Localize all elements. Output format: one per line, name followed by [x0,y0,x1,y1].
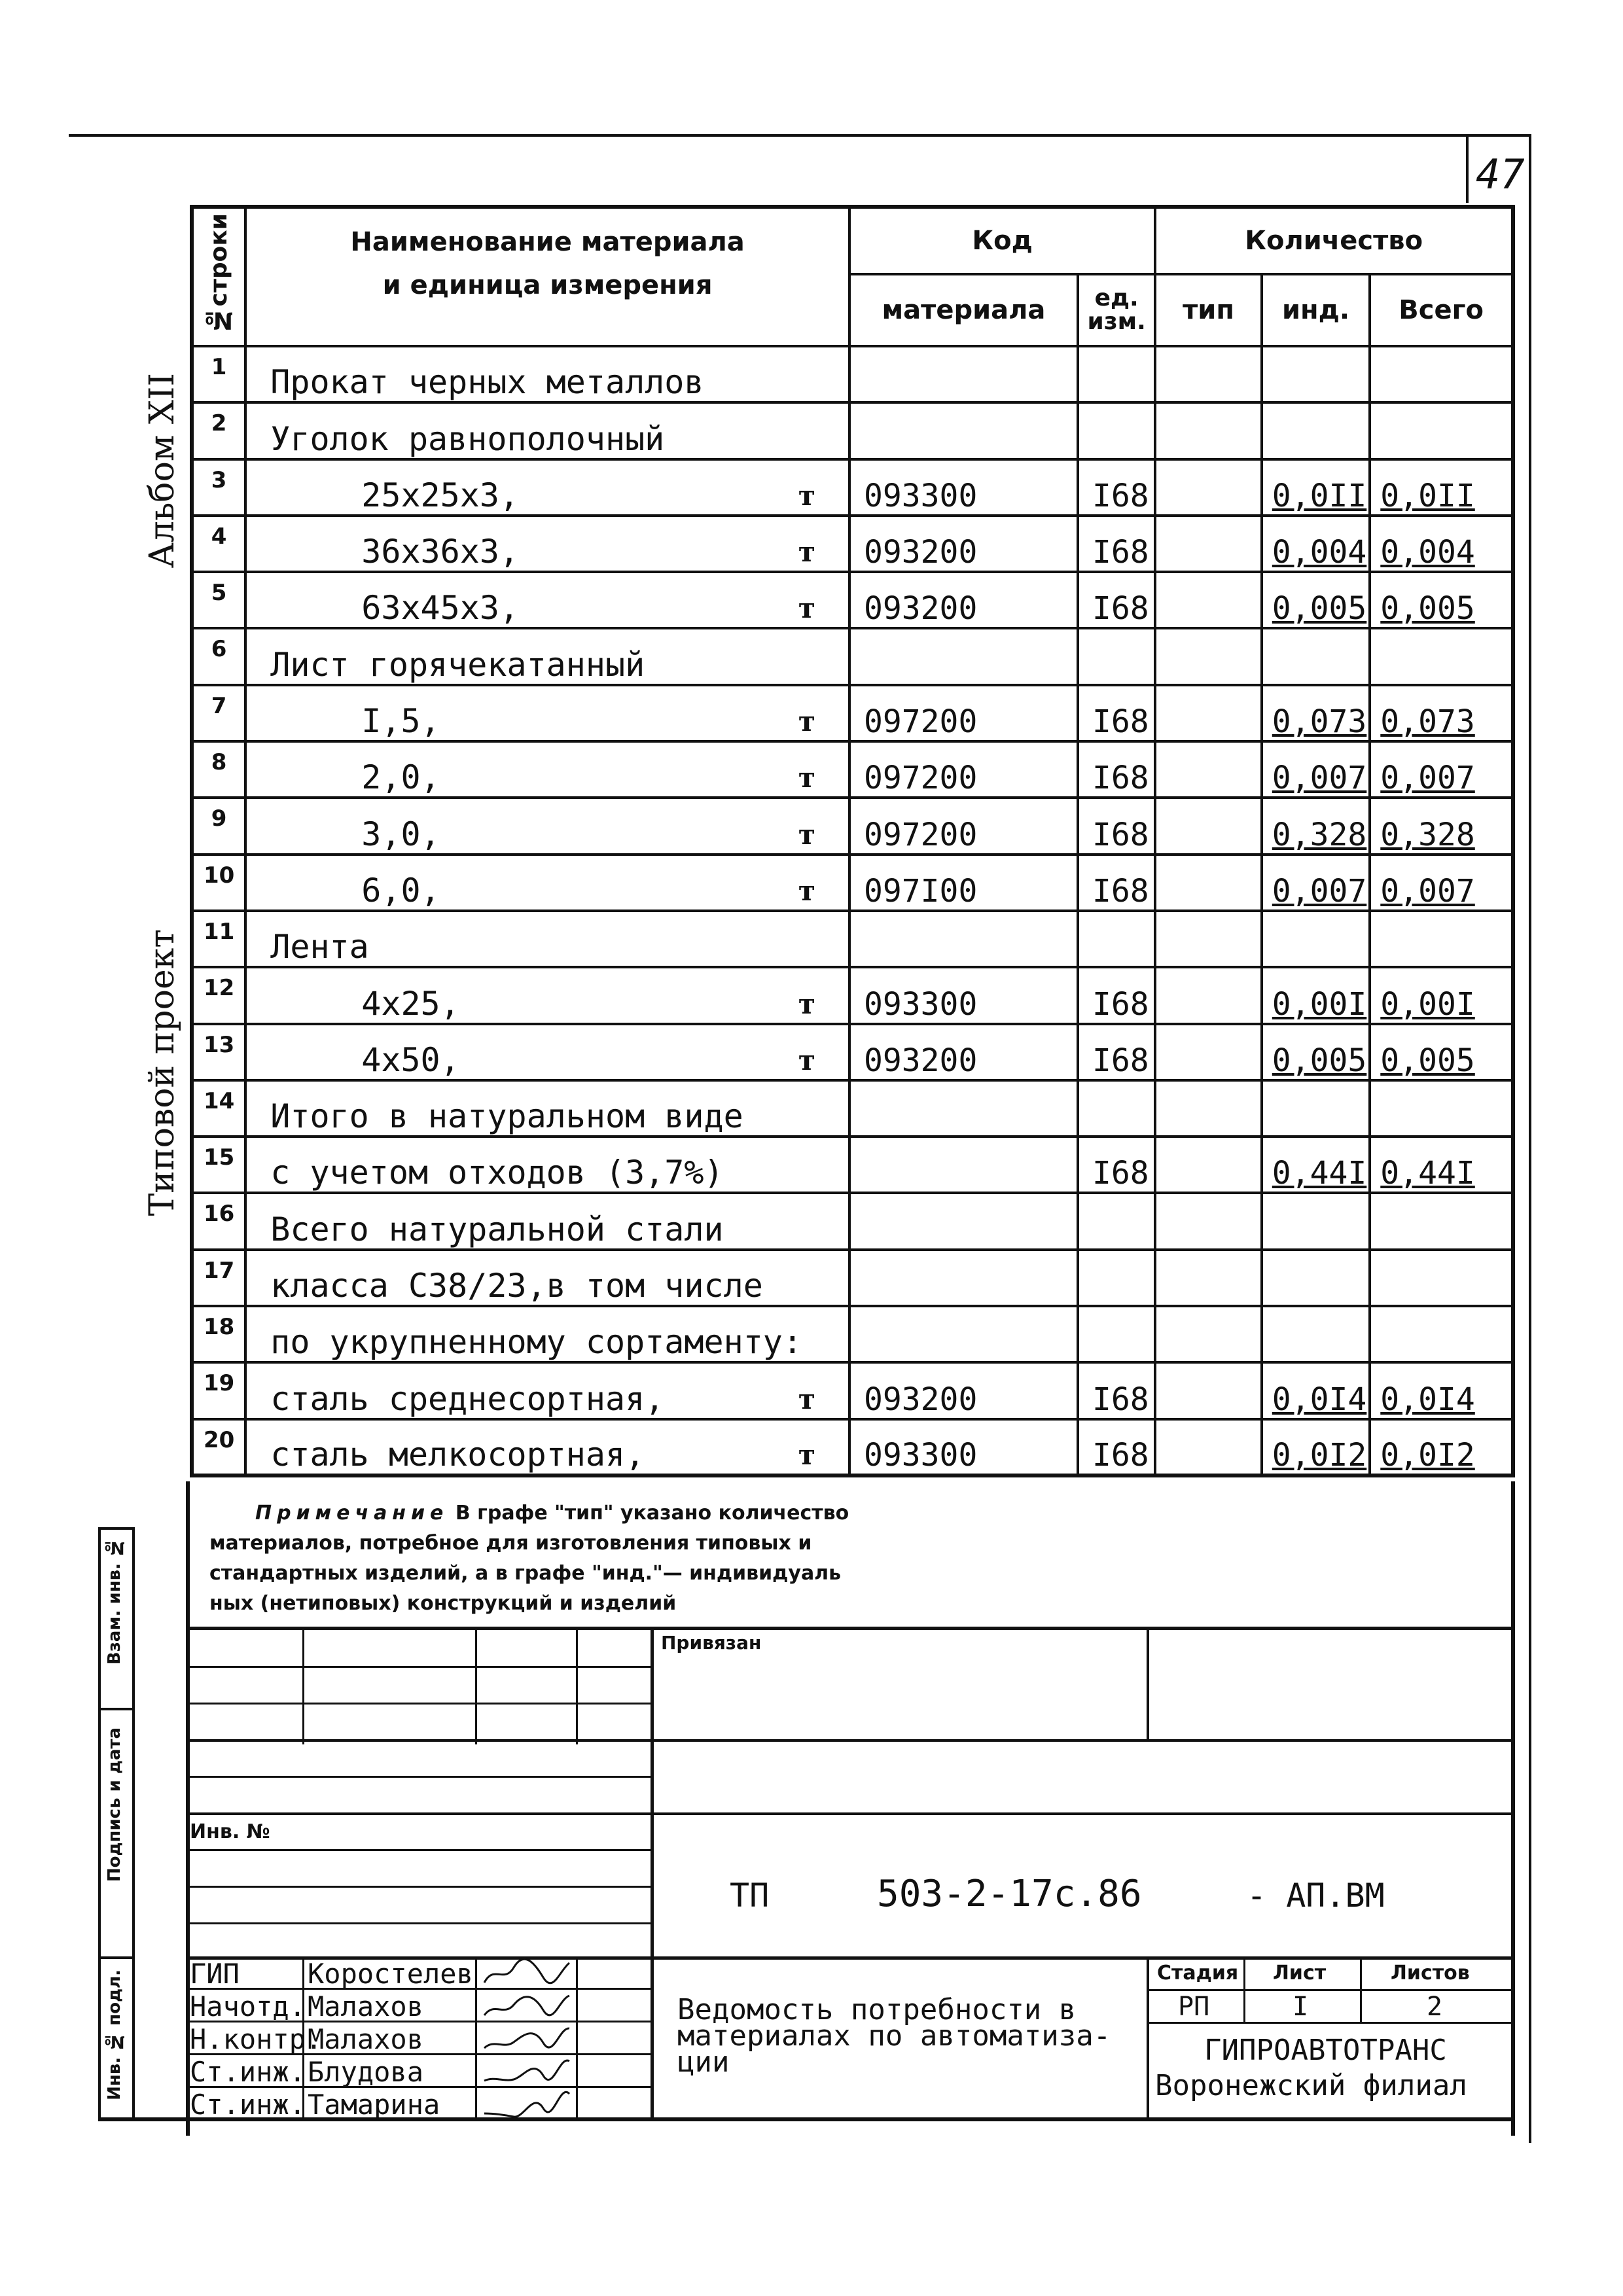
designation-code: 503-2-17с.86 [877,1873,1142,1915]
qty-total [1370,1193,1513,1249]
material-unit: т [798,479,815,512]
stamp-v1 [302,1627,304,1744]
qty-ind [1262,1193,1370,1249]
material-name-text: Лист горячекатанный [270,645,645,684]
table-row [192,459,1513,516]
stamp-h5 [186,1812,1515,1815]
qty-type [1155,459,1261,516]
unit-code [1078,346,1155,402]
qty-ind: 0,004 [1262,516,1370,572]
qty-type [1155,516,1261,572]
qty-total: 0,073 [1370,685,1513,741]
qty-ind: 0,0II [1262,459,1370,516]
staff-role: Н.контр. [190,2023,323,2055]
material-code: 097200 [849,741,1078,798]
material-unit: т [798,705,815,738]
table-row [192,1137,1513,1193]
row-number: 8 [192,741,245,798]
material-code: 093200 [849,1362,1078,1419]
table-row [192,1080,1513,1137]
album-label: Альбом XII [143,373,182,569]
row-number: 20 [192,1419,245,1475]
material-name [245,402,849,459]
unit-code: I68 [1078,1419,1155,1475]
qty-ind [1262,1250,1370,1306]
strip-right [132,1527,135,2121]
qty-ind: 0,00I [1262,967,1370,1023]
row-number: 15 [192,1137,245,1193]
qty-ind: 0,007 [1262,855,1370,911]
material-code: 093200 [849,572,1078,628]
stamp-v6 [1147,1956,1149,2120]
row-number: 2 [192,402,245,459]
table-row [192,402,1513,459]
table-row [192,685,1513,741]
qty-type [1155,911,1261,967]
table-row [192,1024,1513,1080]
material-name-text: Уголок равнополочный [270,419,665,458]
material-name-text: I,5, [361,702,440,741]
staff-role: ГИП [190,1958,240,1990]
material-name [245,741,849,798]
material-name [245,1137,849,1193]
material-unit: т [798,536,815,569]
material-unit: т [798,1044,815,1076]
material-code [849,911,1078,967]
qty-total: 0,00I [1370,967,1513,1023]
unit-code [1078,402,1155,459]
table-row [192,572,1513,628]
material-unit: т [798,1438,815,1471]
stamp-v-right [1511,1627,1515,2121]
privyazan-label: Привязан [661,1632,762,1653]
qty-total: 0,007 [1370,855,1513,911]
staff-role: Начотд. [190,1990,306,2022]
qty-total [1370,402,1513,459]
material-code [849,1306,1078,1362]
row-number: 10 [192,855,245,911]
material-name [245,1362,849,1419]
signature [481,2023,573,2055]
qty-total [1370,1306,1513,1362]
material-name [245,1419,849,1475]
qty-type-header: тип [1155,274,1261,346]
qty-total [1370,628,1513,684]
material-name [245,1250,849,1306]
note-line4: ных (нетиповых) конструкций и изделий [209,1592,677,1615]
qty-type [1155,1024,1261,1080]
material-name-text: с учетом отходов (3,7%) [270,1154,724,1192]
table-row [192,967,1513,1023]
stamp-h4 [186,1776,652,1778]
row-number: 14 [192,1080,245,1137]
qty-type [1155,1419,1261,1475]
qty-ind [1262,1306,1370,1362]
org-branch: Воронежский филиал [1155,2069,1467,2102]
note-line3: стандартных изделий, а в графе "инд."— индивидуаль [209,1562,842,1585]
qty-type [1155,346,1261,402]
row-number: 12 [192,967,245,1023]
material-code [849,402,1078,459]
material-name-text: сталь среднесортная, [270,1379,665,1418]
qty-type [1155,1080,1261,1137]
material-code [849,1137,1078,1193]
row-number: 6 [192,628,245,684]
qty-ind: 0,005 [1262,572,1370,628]
row-number: 1 [192,346,245,402]
table-row [192,1193,1513,1249]
unit-code: I68 [1078,1024,1155,1080]
top-rule [69,134,1531,137]
material-code [849,1193,1078,1249]
material-code: 093200 [849,1024,1078,1080]
stamp-v5 [1147,1627,1149,1742]
code-material-header: материала [849,274,1078,346]
unit-code: I68 [1078,741,1155,798]
material-name-text: 4х50, [361,1040,460,1079]
materials-table [190,205,1515,1477]
qty-type [1155,1306,1261,1362]
signature [481,2056,573,2087]
qty-total: 0,44I [1370,1137,1513,1193]
inv-no-label: Инв. № [190,1820,270,1843]
qty-ind [1262,628,1370,684]
row-number: 4 [192,516,245,572]
note-line2: материалов, потребное для изготовления типовых и [209,1532,812,1555]
unit-code: I68 [1078,855,1155,911]
qty-type [1155,685,1261,741]
material-name-text: 36х36х3, [361,533,520,571]
material-name-text: 3,0, [361,815,440,853]
podpis-label: Подпись и дата [105,1727,124,1882]
material-code: 093300 [849,1419,1078,1475]
stamp-v2b [475,1956,477,2120]
qty-ind [1262,346,1370,402]
qty-total: 0,328 [1370,798,1513,854]
doc-title-line3: ции [677,2045,730,2079]
qty-type [1155,1362,1261,1419]
row-number: 3 [192,459,245,516]
material-name [245,346,849,402]
unit-code: I68 [1078,516,1155,572]
stamp-h8 [186,1922,652,1924]
stage-label: Стадия [1157,1962,1239,1985]
qty-ind: 0,0I2 [1262,1419,1370,1475]
unit-code [1078,911,1155,967]
stamp-info-h [1147,1989,1515,1991]
strip-div2 [98,1956,135,1959]
stamp-v3 [576,1627,578,1744]
material-code: 097I00 [849,855,1078,911]
stamp-info-h2 [1147,2022,1515,2024]
staff-name: Блудова [308,2056,424,2088]
strip-div1 [98,1708,135,1710]
material-name [245,1306,849,1362]
unit-code [1078,1250,1155,1306]
table-row [192,628,1513,684]
material-code: 097200 [849,685,1078,741]
material-name [245,911,849,967]
qty-total [1370,1080,1513,1137]
row-number: 18 [192,1306,245,1362]
project-label: Типовой проект [143,929,182,1216]
row-number: 5 [192,572,245,628]
qty-total: 0,004 [1370,516,1513,572]
qty-ind [1262,402,1370,459]
sheet-value: I [1293,1992,1309,2022]
note-line1: В графе "тип" указано количество [455,1502,849,1525]
unit-code [1078,1306,1155,1362]
stamp-h3 [186,1739,1515,1742]
sheet-label: Лист [1273,1962,1327,1985]
note-text [209,1498,1486,1619]
qty-total: 0,0II [1370,459,1513,516]
unit-code [1078,1193,1155,1249]
stage-value: РП [1178,1992,1210,2022]
stamp-info-v2 [1360,1956,1362,2022]
material-unit: т [798,762,815,794]
qty-type [1155,855,1261,911]
unit-code [1078,628,1155,684]
qty-ind: 0,073 [1262,685,1370,741]
stamp-h1 [186,1666,652,1668]
unit-code [1078,1080,1155,1137]
table-row [192,1362,1513,1419]
qty-ind: 0,007 [1262,741,1370,798]
qty-ind [1262,1080,1370,1137]
material-name [245,1193,849,1249]
material-name [245,516,849,572]
strip-left [98,1527,101,2121]
table-row [192,911,1513,967]
stamp-h7 [186,1886,652,1888]
sheets-value: 2 [1427,1992,1443,2022]
row-number: 19 [192,1362,245,1419]
row-number: 11 [192,911,245,967]
stamp-top [186,1627,1515,1630]
material-code [849,1080,1078,1137]
qty-total-header: Всего [1370,274,1513,346]
signature [481,2089,573,2120]
material-name-text: Лента [270,928,369,966]
qty-type [1155,967,1261,1023]
quantity-header: Количество [1155,207,1513,274]
material-code: 093300 [849,967,1078,1023]
signature [481,1990,573,2022]
material-code: 093300 [849,459,1078,516]
material-code [849,346,1078,402]
material-unit: т [798,592,815,625]
row-number-header: №строки [192,207,245,346]
strip-top [98,1527,135,1530]
stamp-v4 [651,1627,654,2121]
material-code: 093200 [849,516,1078,572]
table-row [192,741,1513,798]
staff-name: Малахов [308,1990,424,2022]
qty-type [1155,402,1261,459]
material-code [849,1250,1078,1306]
material-unit: т [798,818,815,851]
qty-type [1155,572,1261,628]
row-number: 9 [192,798,245,854]
qty-total: 0,007 [1370,741,1513,798]
qty-type [1155,741,1261,798]
unit-code: I68 [1078,459,1155,516]
staff-name: Коростелев [308,1958,473,1990]
doc-title [677,1993,1111,2079]
org-name: ГИПРОАВТОТРАНС [1204,2034,1447,2067]
qty-total [1370,911,1513,967]
code-header: Код [849,207,1155,274]
material-code: 097200 [849,798,1078,854]
note-lead: Примечание [255,1502,449,1525]
material-name-text: Всего натуральной стали [270,1210,724,1248]
qty-type [1155,1193,1261,1249]
material-name-text: 2,0, [361,758,440,797]
sheets-label: Листов [1391,1962,1470,1985]
table-row [192,855,1513,911]
name-header: Наименование материала и единица измерения [245,207,849,346]
staff-role: Ст.инж. [190,2056,306,2088]
page-number: 47 [1476,150,1525,198]
unit-code: I68 [1078,1137,1155,1193]
inv-label: Инв. № подл. [105,1969,124,2100]
material-name [245,459,849,516]
stamp-v2 [475,1627,477,1744]
qty-total [1370,1250,1513,1306]
staff-name: Тамарина [308,2089,440,2121]
signature [481,1958,573,1989]
material-unit: т [798,1383,815,1415]
material-unit: т [798,987,815,1020]
material-name-text: 4х25, [361,984,460,1023]
material-name-text: по укрупненному сортаменту: [270,1323,803,1362]
page-number-box-left [1466,134,1469,203]
staff-role: Ст.инж. [190,2089,306,2121]
page-number-box-right [1529,134,1531,2143]
qty-ind: 0,328 [1262,798,1370,854]
material-name [245,685,849,741]
material-name [245,1080,849,1137]
qty-type [1155,1137,1261,1193]
unit-code: I68 [1078,572,1155,628]
material-name [245,798,849,854]
unit-code: I68 [1078,685,1155,741]
doc-title-line2: материалах по автоматиза- [677,2019,1111,2053]
qty-type [1155,1250,1261,1306]
qty-ind [1262,911,1370,967]
qty-type [1155,798,1261,854]
material-name [245,628,849,684]
material-name-text: 25х25х3, [361,476,520,514]
row-number: 16 [192,1193,245,1249]
qty-total [1370,346,1513,402]
table-row [192,346,1513,402]
material-name-text: 63х45х3, [361,589,520,627]
qty-total: 0,005 [1370,572,1513,628]
row-number: 13 [192,1024,245,1080]
material-name-text: Прокат черных металлов [270,363,704,402]
material-name-text: класса С38/23,в том числе [270,1267,763,1305]
row-number: 7 [192,685,245,741]
vzam-label: Взам. инв. № [105,1538,124,1665]
designation-tp: ТП [730,1877,770,1915]
table-row [192,798,1513,854]
unit-code: I68 [1078,1362,1155,1419]
stamp-info-v1 [1243,1956,1245,2022]
material-code [849,628,1078,684]
material-name [245,855,849,911]
qty-type [1155,628,1261,684]
qty-ind: 0,44I [1262,1137,1370,1193]
staff-name: Малахов [308,2023,424,2055]
designation-suffix: - АП.ВМ [1247,1877,1385,1915]
table-row [192,1250,1513,1306]
material-name-text: сталь мелкосортная, [270,1435,645,1474]
material-name [245,572,849,628]
unit-code: I68 [1078,798,1155,854]
qty-ind-header: инд. [1262,274,1370,346]
unit-code: I68 [1078,967,1155,1023]
row-number: 17 [192,1250,245,1306]
table-row [192,1306,1513,1362]
code-unit-header: ед. изм. [1078,274,1155,346]
qty-total: 0,0I4 [1370,1362,1513,1419]
stamp-h2 [186,1703,652,1704]
material-unit: т [798,874,815,907]
stamp-v3b [576,1956,578,2120]
qty-total: 0,005 [1370,1024,1513,1080]
material-name-text: Итого в натуральном виде [270,1097,743,1136]
table-body [192,346,1513,1475]
table-row [192,1419,1513,1475]
material-name [245,1024,849,1080]
stamp-h6 [186,1849,652,1851]
material-name-text: 6,0, [361,871,440,910]
qty-total: 0,0I2 [1370,1419,1513,1475]
qty-ind: 0,005 [1262,1024,1370,1080]
material-name [245,967,849,1023]
qty-ind: 0,0I4 [1262,1362,1370,1419]
doc-title-line1: Ведомость потребности в [677,1993,1077,2026]
table-row [192,516,1513,572]
